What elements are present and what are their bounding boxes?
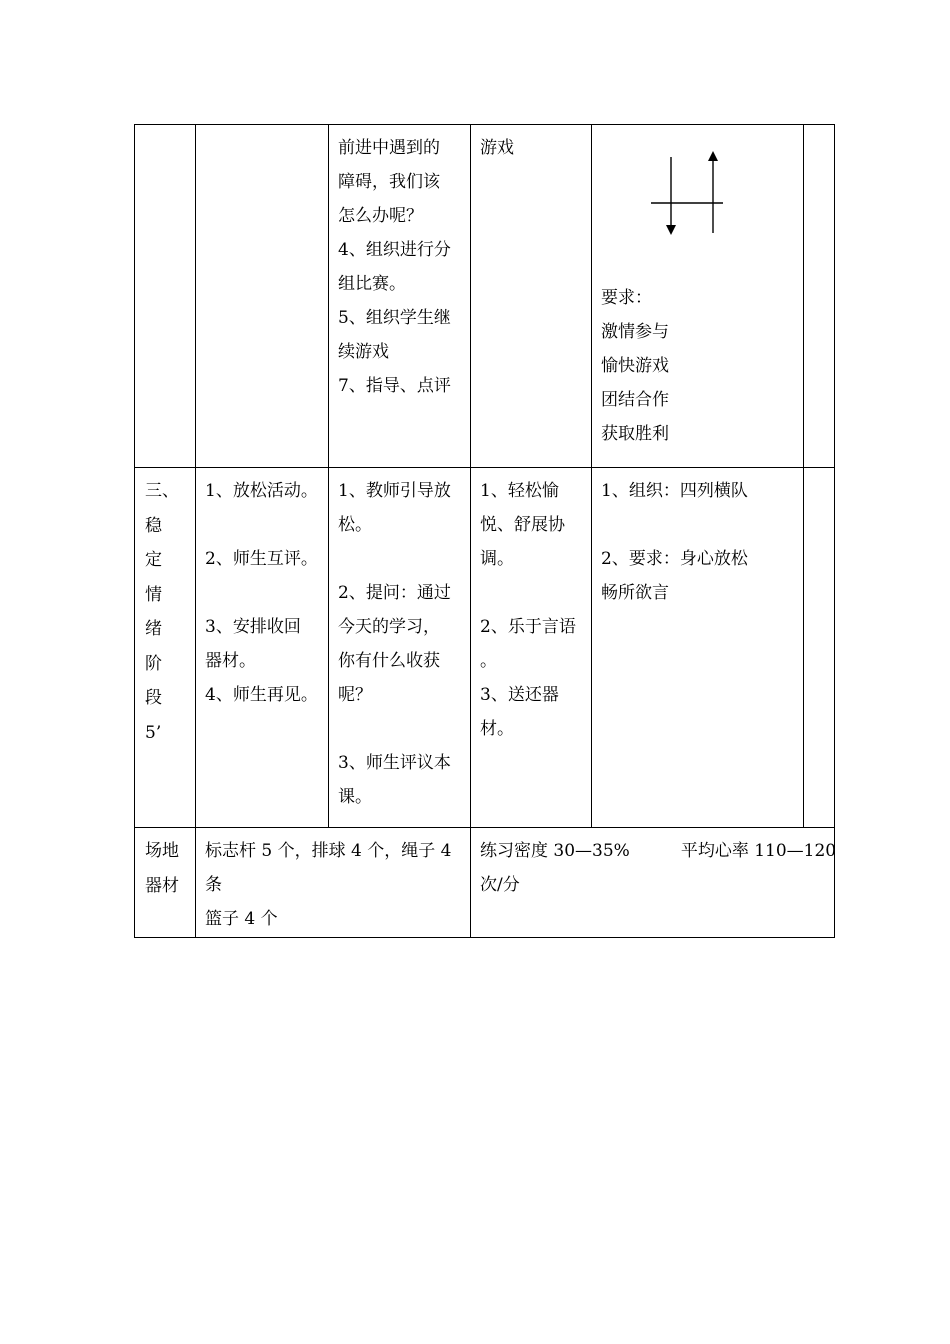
content-cell	[196, 125, 329, 468]
text-line: 器材。	[205, 651, 256, 671]
text-line: 5、组织学生继	[338, 308, 451, 328]
density-heart-rate-cell	[471, 828, 835, 938]
text-line: 激情参与	[601, 322, 669, 342]
text-line: 松。	[338, 515, 372, 535]
teacher-activity-cell	[329, 468, 471, 828]
equipment-label-cell	[135, 828, 196, 938]
text-line: 4、师生再见。	[205, 685, 318, 705]
text-line: 。	[480, 651, 497, 671]
text-line: 绪	[145, 619, 162, 639]
text-line: 你有什么收获	[338, 651, 440, 671]
table-row	[135, 828, 835, 938]
text-line: 组比赛。	[338, 274, 406, 294]
teacher-activity-cell	[329, 125, 471, 468]
text-line: 2、乐于言语	[480, 617, 576, 637]
table-row	[135, 125, 835, 468]
text-line: 定	[145, 550, 162, 570]
text-line: 条	[205, 875, 222, 895]
organization-cell	[592, 468, 804, 828]
stage-cell	[135, 468, 196, 828]
text-line: 畅所欲言	[601, 583, 669, 603]
text-line: 5’	[145, 722, 162, 743]
movement-diagram	[641, 147, 731, 237]
text-line: 1、组织：四列横队	[601, 481, 748, 501]
text-line: 调。	[480, 549, 514, 569]
text-line: 悦、舒展协	[480, 515, 565, 535]
text-line: 今天的学习，	[338, 617, 440, 637]
text-line: 课。	[338, 787, 372, 807]
text-line: 次/分	[480, 875, 520, 895]
student-activity-cell	[471, 468, 592, 828]
text-line: 3、师生评议本	[338, 753, 451, 773]
organization-cell	[592, 125, 804, 468]
text-line: 段	[145, 688, 162, 708]
text-line: 4、组织进行分	[338, 240, 451, 260]
text-line: 1、轻松愉	[480, 481, 559, 501]
table-row	[135, 468, 835, 828]
text-line: 稳	[145, 515, 162, 536]
text-line: 练习密度 30—35% 平均心率 110—120	[480, 841, 837, 861]
text-line: 1、放松活动。	[205, 481, 318, 501]
text-line: 材。	[480, 719, 514, 739]
text-line: 障碍，我们该	[338, 172, 440, 192]
text-line: 呢？	[338, 685, 372, 705]
text-line: 前进中遇到的	[338, 138, 440, 158]
text-line: 1、教师引导放	[338, 481, 451, 501]
text-line: 团结合作	[601, 390, 669, 410]
text-line: 7、指导、点评	[338, 376, 451, 396]
content-cell	[196, 468, 329, 828]
text-line: 2、师生互评。	[205, 549, 318, 569]
notes-cell	[804, 468, 835, 828]
text-line: 愉快游戏	[601, 356, 669, 376]
text-line: 游戏	[480, 138, 514, 158]
text-line: 续游戏	[338, 342, 389, 362]
text-line: 2、要求：身心放松	[601, 549, 748, 569]
text-line: 三、	[145, 481, 179, 501]
lesson-plan-table	[134, 124, 835, 938]
text-line: 标志杆 5 个，排球 4 个，绳子 4	[205, 841, 452, 861]
text-line: 3、送还器	[480, 685, 559, 705]
text-line: 篮子 4 个	[205, 909, 278, 929]
stage-cell	[135, 125, 196, 468]
text-line: 2、提问：通过	[338, 583, 451, 603]
text-line: 器材	[145, 875, 179, 896]
text-line: 怎么办呢？	[338, 206, 423, 226]
text-line: 获取胜利	[601, 424, 669, 444]
text-line: 3、安排收回	[205, 617, 301, 637]
notes-cell	[804, 125, 835, 468]
text-line: 阶	[145, 653, 162, 674]
text-line: 情	[145, 584, 162, 605]
student-activity-cell	[471, 125, 592, 468]
text-line: 场地	[145, 841, 179, 861]
equipment-cell	[196, 828, 471, 938]
text-line: 要求：	[601, 288, 652, 308]
